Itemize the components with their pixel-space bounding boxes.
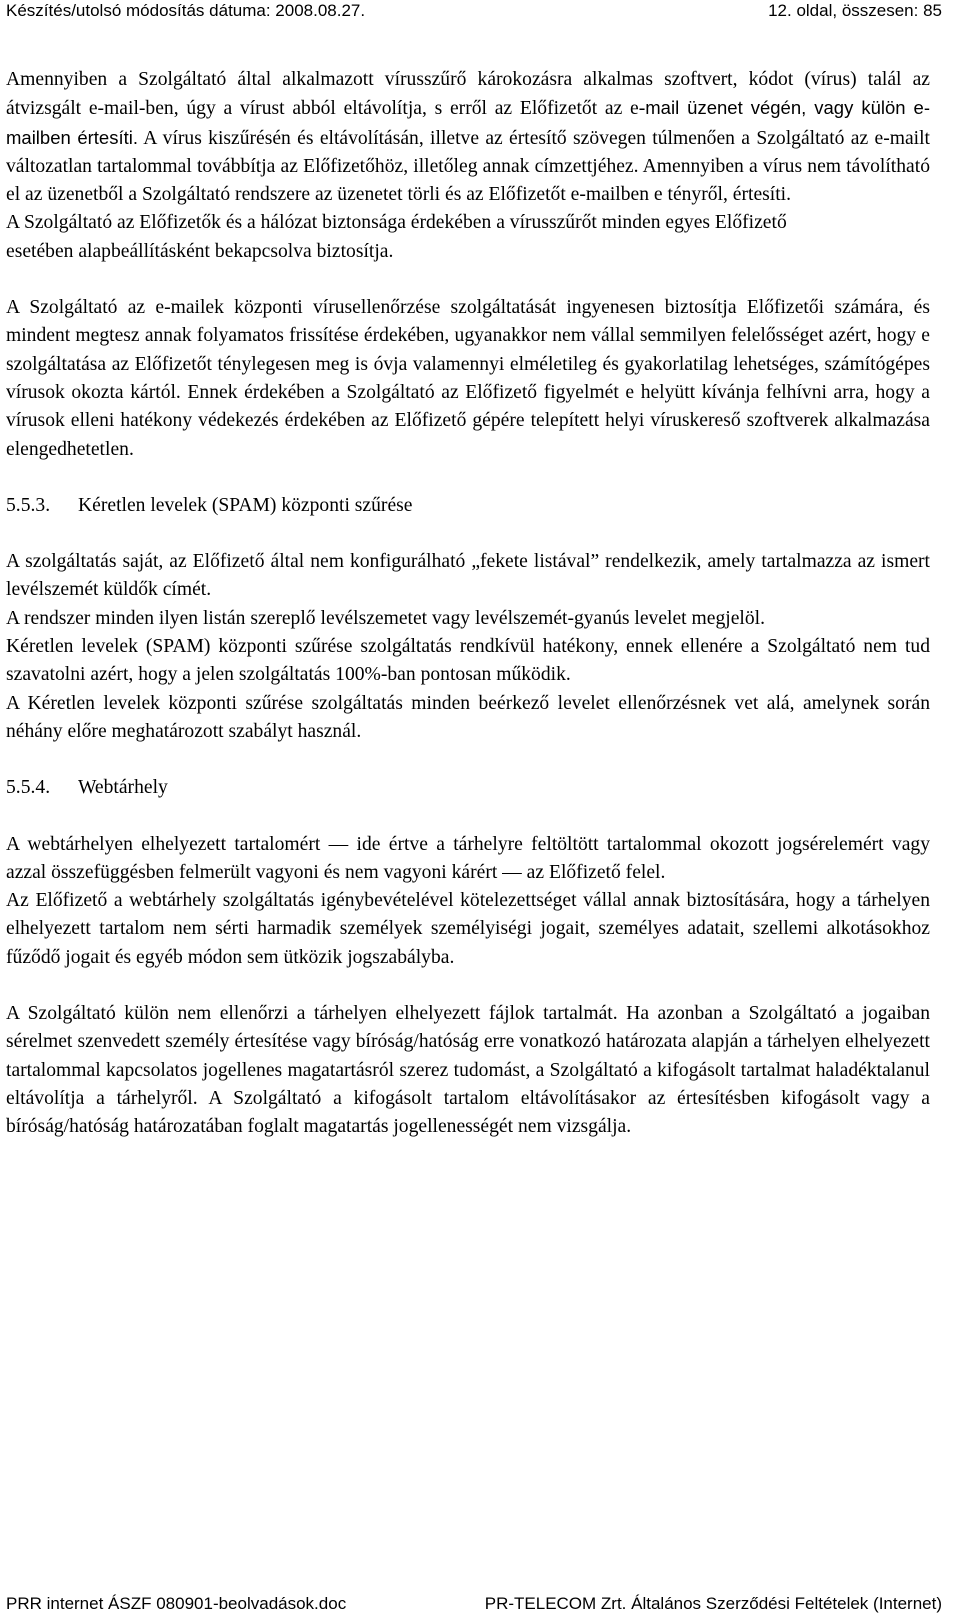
section-title: Webtárhely [78, 777, 168, 799]
paragraph-blacklist: A szolgáltatás saját, az Előfizető által nem konfigurálható „fekete listával” rendelkezik, amely tartalmazza az ismert levélszemét küldők címét. [6, 551, 930, 601]
paragraph-virus-filter [6, 66, 930, 209]
paragraph-webhosting-obligation: Az Előfizető a webtárhely szolgáltatás igénybevételével kötelezettséget vállal annak biztosítására, hogy a tárhelyen elhelyezett tartalom nem sérti harmadik személyek személyiségi jogait, személyes adatait, szellemi alkotásokhoz fűződő jogait és egyéb módon sem ütközik jogszabályba. [6, 890, 930, 968]
paragraph-virus-default-line2: esetében alapbeállításként bekapcsolva biztosítja. [6, 240, 394, 262]
document-filename: PRR internet ÁSZF 080901-beolvadások.doc [6, 1594, 347, 1613]
document-body [6, 66, 930, 1142]
document-company: PR-TELECOM Zrt. Általános Szerződési Feltételek (Internet) [484, 1594, 942, 1613]
paragraph-text: Amennyiben a Szolgáltató által alkalmazott vírusszűrő károkozásra alkalmas szoftvert, kódot (vírus) talál az átvizsgált e-mail-ben, úgy a vírust abból eltávolítja, s erről az Előfizetőt az e- [6, 69, 930, 120]
section-heading-spam [6, 492, 930, 520]
paragraph-webhosting-liability: A webtárhelyen elhelyezett tartalomért — ide értve a tárhelyre feltöltött tartalommal okozott jogsérelemért vagy azzal összefüggésben felmerült vagyoni és nem vagyoni kárért — az Előfizető felel. [6, 833, 930, 883]
paragraph-webhosting-removal: A Szolgáltató külön nem ellenőrzi a tárhelyen elhelyezett fájlok tartalmát. Ha azonban a Szolgáltató a jogaiban sérelmet szenvedett személy értesítése vagy bíróság/hatóság erre vonatkozó határozata alapján a tárhelyen elhelyezett tartalommal kapcsolatos jogellenes magatartásról szerez tudomást, a Szolgáltató a kifogásolt tartalmat haladéktalanul eltávolítja a tárhelyről. A Szolgáltató a kifogásolt tartalom eltávolításakor az értesítésben kifogásolt vagy a bíróság/hatóság határozatában foglalt magatartás jogellenességét nem vizsgálja. [6, 1003, 930, 1138]
page-number: 12. oldal, összesen: 85 [768, 1, 942, 20]
document-date: Készítés/utolsó módosítás dátuma: 2008.08.27. [6, 1, 366, 20]
paragraph-spam-marking: A rendszer minden ilyen listán szereplő levélszemetet vagy levélszemét-gyanús levelet megjelöl. [6, 607, 765, 629]
paragraph-spam-efficiency: Kéretlen levelek (SPAM) központi szűrése szolgáltatás rendkívül hatékony, ennek ellenére a Szolgáltató nem tud szavatolni azért, hogy a jelen szolgáltatás 100%-ban pontosan működik. [6, 636, 930, 686]
paragraph-virus-default-line1: A Szolgáltató az Előfizetők és a hálózat biztonsága érdekében a vírusszűrőt minden egyes Előfizető [6, 212, 787, 234]
section-number: 5.5.3. [6, 494, 51, 516]
paragraph-virus-check-service: A Szolgáltató az e-mailek központi vírusellenőrzése szolgáltatását ingyenesen biztosítja Előfizetői számára, és mindent megtesz annak folyamatos frissítése érdekében, ugyanakkor nem vállal semmilyen felelősséget azért, hogy e szolgáltatása az Előfizetőt ténylegesen meg is óvja valamennyi elméletileg és gyakorlatilag lehetséges, számítógépes vírusok okozta kártól. Ennek érdekében a Szolgáltató az Előfizető figyelmét e helyütt kívánja felhívni arra, hogy a vírusok elleni hatékony védekezés érdekében az Előfizető gépére telepített helyi víruskereső szoftverek alkalmazása elengedhetetlen. [6, 297, 930, 460]
paragraph-text-sans: mail üzenet végén, vagy külön e-mailben értesíti. [6, 97, 931, 148]
page-header [6, 0, 942, 22]
section-number: 5.5.4. [6, 777, 51, 799]
paragraph-text: A vírus kiszűrésén és eltávolításán, illetve az értesítő szövegen túlmenően a Szolgáltató az e-mailt változatlan tartalommal továbbítja az Előfizetőhöz, illetőleg annak címzettjéhez. Amennyiben a vírus nem távolítható el az üzenetből a Szolgáltató rendszere az üzenetet törli és az Előfizetőt e-mailben e tényről, értesíti. [6, 127, 930, 206]
section-title: Kéretlen levelek (SPAM) központi szűrése [78, 494, 413, 516]
page-footer [6, 1592, 942, 1616]
section-heading-webhosting [6, 774, 930, 802]
paragraph-spam-rules: A Kéretlen levelek központi szűrése szolgáltatás minden beérkező levelet ellenőrzésnek vet alá, amelynek során néhány előre meghatározott szabályt használ. [6, 692, 930, 742]
